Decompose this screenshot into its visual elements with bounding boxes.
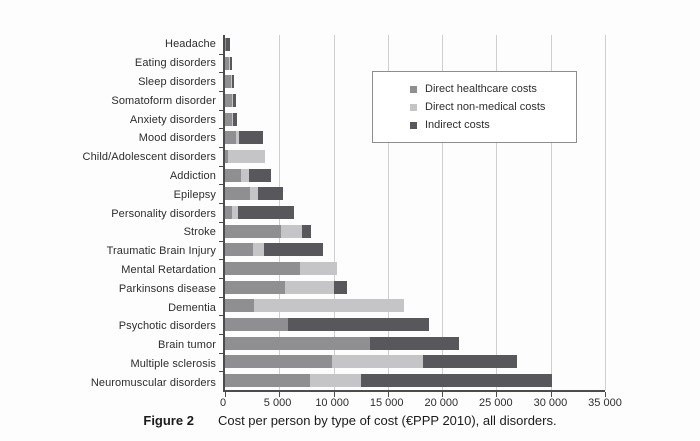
stacked-bar	[225, 113, 237, 126]
x-tick-label: 5 000	[263, 397, 292, 409]
bar-segment-direct-healthcare-costs	[225, 374, 310, 387]
x-tick-label: 10 000	[315, 397, 349, 409]
category-label: Personality disorders	[111, 207, 216, 220]
x-tick-label: 15 000	[369, 397, 404, 409]
bar-segment-indirect-costs	[238, 206, 294, 219]
y-axis-tick	[219, 241, 224, 242]
category-label: Parkinsons disease	[118, 282, 216, 295]
bar-segment-indirect-costs	[233, 113, 237, 126]
legend-label: Indirect costs	[425, 119, 490, 131]
y-axis-tick	[219, 297, 224, 298]
category-label: Traumatic Brain Injury	[106, 245, 216, 258]
stacked-bar	[225, 262, 337, 275]
category-label: Dementia	[168, 301, 216, 314]
bar-segment-direct-healthcare-costs	[225, 262, 300, 275]
legend-swatch-icon	[410, 104, 417, 111]
category-label: Child/Adolescent disorders	[82, 151, 216, 164]
stacked-bar	[225, 187, 283, 200]
legend-swatch-icon	[410, 86, 417, 93]
bar-segment-direct-healthcare-costs	[225, 131, 236, 144]
bar-segment-indirect-costs	[258, 187, 283, 200]
y-axis-tick	[219, 91, 224, 92]
category-label: Mental Retardation	[121, 263, 216, 276]
y-axis-tick	[219, 203, 224, 204]
bar-segment-indirect-costs	[302, 225, 310, 238]
x-tick-label: 20 000	[424, 397, 459, 409]
bar-segment-direct-non-medical-costs	[250, 187, 258, 200]
y-axis-tick	[219, 54, 224, 55]
bar-segment-direct-healthcare-costs	[225, 318, 288, 331]
bar-segment-direct-non-medical-costs	[332, 355, 423, 368]
x-tick-label: 30 000	[533, 397, 568, 409]
y-axis-tick	[219, 184, 224, 185]
y-axis-tick	[219, 334, 224, 335]
bar-segment-direct-healthcare-costs	[225, 225, 281, 238]
legend	[372, 71, 577, 143]
category-label: Somatoform disorder	[111, 94, 216, 107]
stacked-bar	[225, 94, 236, 107]
caption-label: Figure 2	[143, 413, 194, 428]
bar-row	[225, 334, 605, 353]
bar-segment-indirect-costs	[230, 57, 232, 70]
bar-row	[225, 203, 605, 222]
bar-row	[225, 35, 605, 54]
bar-row	[225, 259, 605, 278]
bar-segment-indirect-costs	[239, 131, 263, 144]
y-axis-tick	[219, 128, 224, 129]
y-axis-tick	[219, 353, 224, 354]
bar-row	[225, 278, 605, 297]
y-axis-labels	[0, 35, 216, 392]
bar-row	[225, 166, 605, 185]
category-label: Sleep disorders	[138, 75, 216, 88]
stacked-bar	[225, 281, 347, 294]
bar-segment-direct-healthcare-costs	[225, 281, 285, 294]
y-axis-tick	[219, 147, 224, 148]
bar-row	[225, 222, 605, 241]
bar-segment-direct-non-medical-costs	[310, 374, 361, 387]
stacked-bar	[225, 38, 230, 51]
x-tick-label: 0	[219, 397, 227, 409]
bar-segment-direct-non-medical-costs	[253, 243, 264, 256]
category-label: Eating disorders	[134, 57, 216, 70]
stacked-bar	[225, 131, 263, 144]
y-axis-tick	[219, 278, 224, 279]
bar-segment-indirect-costs	[233, 94, 236, 107]
bar-segment-direct-healthcare-costs	[225, 169, 241, 182]
bar-row	[225, 371, 605, 390]
legend-item	[410, 116, 576, 134]
bar-segment-indirect-costs	[264, 243, 323, 256]
y-axis-tick	[219, 315, 224, 316]
legend-label: Direct healthcare costs	[425, 83, 537, 95]
stacked-bar	[225, 169, 271, 182]
stacked-bar	[225, 206, 294, 219]
y-axis-tick	[219, 259, 224, 260]
figure-caption	[0, 413, 700, 428]
stacked-bar	[225, 243, 323, 256]
legend-label: Direct non-medical costs	[425, 101, 546, 113]
category-label: Addiction	[169, 169, 216, 182]
bar-segment-indirect-costs	[288, 318, 429, 331]
stacked-bar	[225, 75, 234, 88]
category-label: Stroke	[183, 226, 216, 239]
category-label: Epilepsy	[173, 188, 216, 201]
stacked-bar	[225, 355, 517, 368]
bar-row	[225, 315, 605, 334]
bar-segment-direct-healthcare-costs	[225, 187, 250, 200]
y-axis-tick	[219, 72, 224, 73]
y-axis-tick	[219, 222, 224, 223]
bar-segment-indirect-costs	[370, 337, 458, 350]
category-label: Anxiety disorders	[129, 113, 216, 126]
bar-segment-direct-healthcare-costs	[225, 243, 253, 256]
bar-segment-direct-non-medical-costs	[281, 225, 303, 238]
bar-row	[225, 54, 605, 73]
bar-segment-indirect-costs	[334, 281, 348, 294]
bar-row	[225, 240, 605, 259]
bar-segment-indirect-costs	[423, 355, 518, 368]
stacked-bar	[225, 337, 459, 350]
legend-swatch-icon	[410, 122, 417, 129]
bar-segment-direct-healthcare-costs	[225, 299, 254, 312]
bar-segment-direct-non-medical-costs	[241, 169, 249, 182]
bar-row	[225, 352, 605, 371]
category-label: Headache	[165, 38, 216, 51]
stacked-bar	[225, 318, 429, 331]
bar-row	[225, 184, 605, 203]
legend-item	[410, 98, 576, 116]
bar-segment-direct-healthcare-costs	[225, 94, 232, 107]
y-axis-tick	[219, 166, 224, 167]
bar-row	[225, 147, 605, 166]
bar-segment-direct-non-medical-costs	[285, 281, 334, 294]
bar-segment-direct-non-medical-costs	[228, 150, 265, 163]
category-label: Multiple sclerosis	[130, 357, 216, 370]
y-axis-tick	[219, 110, 224, 111]
stacked-bar	[225, 299, 404, 312]
bar-row	[225, 296, 605, 315]
category-label: Psychotic disorders	[118, 320, 216, 333]
category-label: Mood disorders	[138, 132, 216, 145]
bar-segment-indirect-costs	[361, 374, 553, 387]
bar-segment-direct-healthcare-costs	[225, 337, 370, 350]
y-axis-tick	[219, 371, 224, 372]
x-tick-label: 35 000	[588, 397, 622, 409]
stacked-bar	[225, 374, 552, 387]
gridline	[605, 35, 606, 390]
bar-segment-indirect-costs	[249, 169, 271, 182]
caption-text: Cost per person by type of cost (€PPP 2010), all disorders.	[217, 413, 557, 428]
bar-segment-indirect-costs	[226, 38, 230, 51]
stacked-bar	[225, 150, 265, 163]
bar-segment-direct-non-medical-costs	[300, 262, 337, 275]
category-label: Neuromuscular disorders	[90, 376, 216, 389]
stacked-bar	[225, 57, 232, 70]
bar-segment-direct-non-medical-costs	[254, 299, 404, 312]
category-label: Brain tumor	[158, 339, 216, 352]
legend-item	[410, 80, 576, 98]
stacked-bar	[225, 225, 311, 238]
x-tick-label: 25 000	[479, 397, 513, 409]
bar-segment-direct-healthcare-costs	[225, 355, 332, 368]
bar-segment-indirect-costs	[232, 75, 234, 88]
